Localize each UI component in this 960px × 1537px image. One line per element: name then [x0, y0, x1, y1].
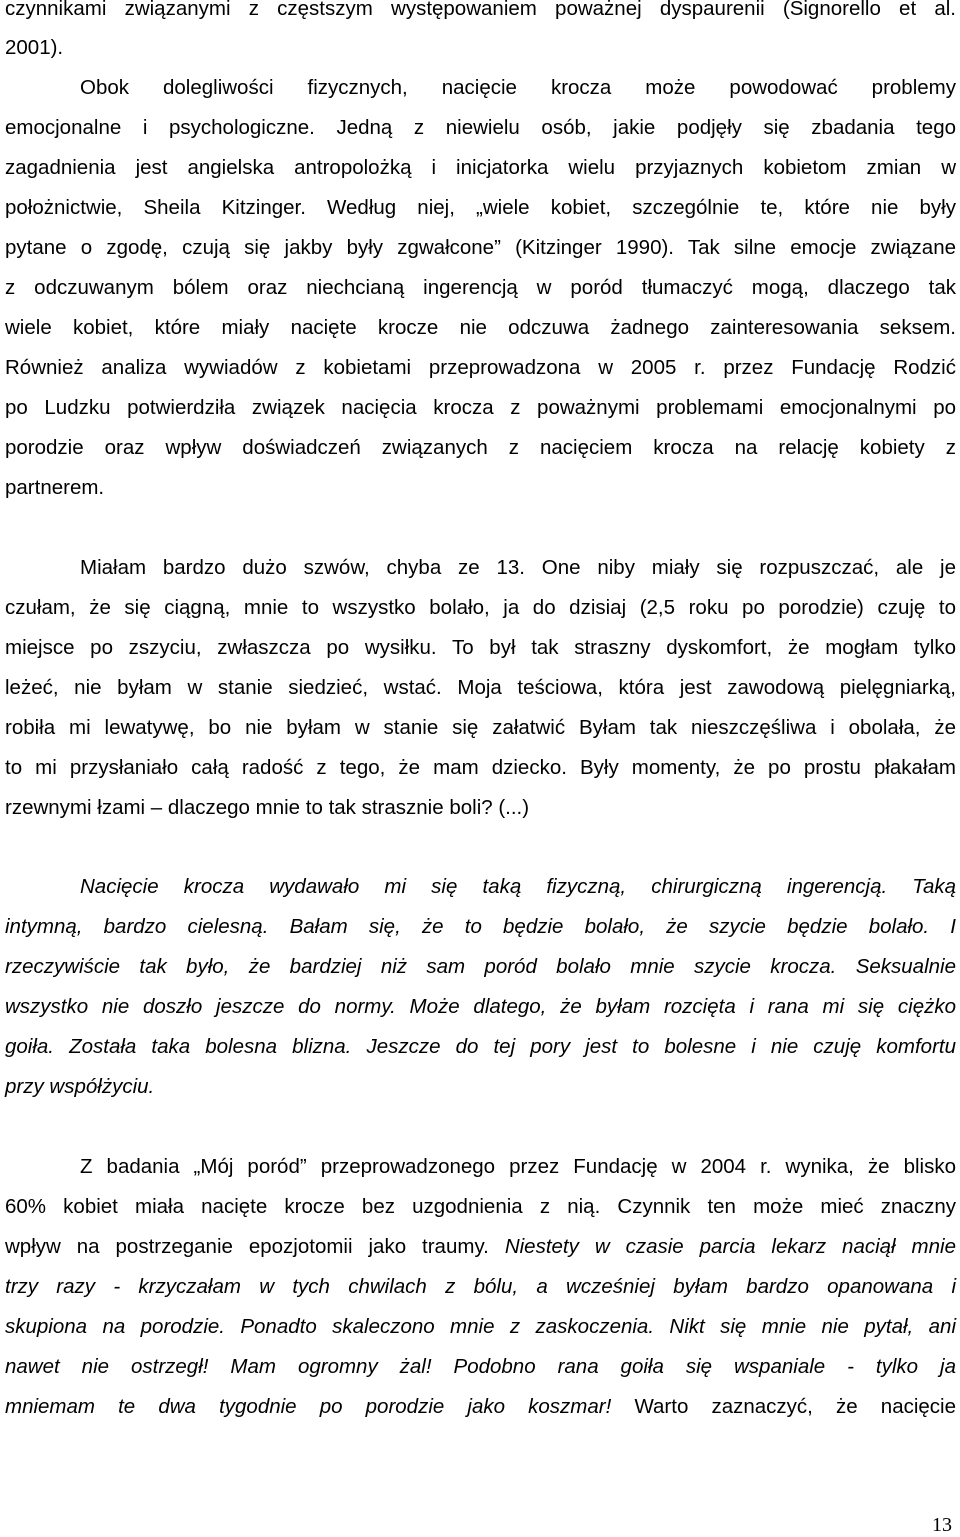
text-line: partnerem. [5, 476, 105, 499]
quote-line: nawet nie ostrzegł! Mam ogromny żal! Podobno rana goiła się wspaniale - tylko ja [5, 1355, 956, 1378]
quote-line: to mi przysłaniało całą radość z tego, że mam dziecko. Były momenty, że po prostu płakałam [5, 756, 956, 779]
text-line: Również analiza wywiadów z kobietami przeprowadzona w 2005 r. przez Fundację Rodzić [5, 356, 956, 379]
quote-line: rzeczywiście tak było, że bardziej niż sam poród bolało mnie szycie krocza. Seksualnie [5, 955, 956, 978]
quote-line: skupiona na porodzie. Ponadto skaleczono mnie z zaskoczenia. Nikt się mnie nie pytał, ani [5, 1315, 956, 1338]
text-line: 2001). [5, 36, 64, 59]
text-line: porodzie oraz wpływ doświadczeń związanych z nacięciem krocza na relację kobiety z [5, 436, 956, 459]
page-number: 13 [932, 1514, 952, 1536]
text-line: 60% kobiet miała nacięte krocze bez uzgodnienia z nią. Czynnik ten może mieć znaczny [5, 1195, 956, 1218]
quote-line: leżeć, nie byłam w stanie siedzieć, wstać. Moja teściowa, która jest zawodową pielęgniarką, [5, 676, 956, 699]
text-line: Z badania „Mój poród” przeprowadzonego przez Fundację w 2004 r. wynika, że blisko [80, 1155, 956, 1178]
text-line: pytane o zgodę, czują się jakby były zgwałcone” (Kitzinger 1990). Tak silne emocje związane [5, 236, 956, 259]
text-line: wpływ na postrzeganie epozjotomii jako traumy. Niestety w czasie parcia lekarz naciął mnie [5, 1235, 956, 1258]
text-line: wiele kobiet, które miały nacięte krocze nie odczuwa żadnego zainteresowania seksem. [5, 316, 956, 339]
text-line: emocjonalne i psychologiczne. Jedną z niewielu osób, jakie podjęły się zbadania tego [5, 116, 956, 139]
quote-line: Nacięcie krocza wydawało mi się taką fizyczną, chirurgiczną ingerencją. Taką [80, 875, 956, 898]
quote-line: miejsce po zszyciu, zwłaszcza po wysiłku. To był tak straszny dyskomfort, że mogłam tylko [5, 636, 956, 659]
text-line: zagadnienia jest angielska antropolożką i inicjatorka wielu przyjaznych kobietom zmian w [5, 156, 956, 179]
quote-line: robiła mi lewatywę, bo nie byłam w stanie się załatwić Byłam tak nieszczęśliwa i obolała, że [5, 716, 956, 739]
quote-line: goiła. Została taka bolesna blizna. Jeszcze do tej pory jest to bolesne i nie czuję komfortu [5, 1035, 956, 1058]
text-line: położnictwie, Sheila Kitzinger. Według niej, „wiele kobiet, szczególnie te, które nie były [5, 196, 956, 219]
text-line: po Ludzku potwierdziła związek nacięcia krocza z poważnymi problemami emocjonalnymi po [5, 396, 956, 419]
quote-line: czułam, że się ciągną, mnie to wszystko bolało, ja do dzisiaj (2,5 roku po porodzie) czuję to [5, 596, 956, 619]
text-line: mniemam te dwa tygodnie po porodzie jako koszmar! Warto zaznaczyć, że nacięcie [5, 1395, 956, 1418]
quote-line: trzy razy - krzyczałam w tych chwilach z bólu, a wcześniej byłam bardzo opanowana i [5, 1275, 956, 1298]
text-line: czynnikami związanymi z częstszym występowaniem poważnej dyspaurenii (Signorello et al. [5, 0, 956, 20]
quote-line: przy współżyciu. [5, 1075, 155, 1098]
text-line: z odczuwanym bólem oraz niechcianą ingerencją w poród tłumaczyć mogą, dlaczego tak [5, 276, 956, 299]
text-line: Obok dolegliwości fizycznych, nacięcie krocza może powodować problemy [80, 76, 956, 99]
quote-line: wszystko nie doszło jeszcze do normy. Może dlatego, że byłam rozcięta i rana mi się ciężko [5, 995, 956, 1018]
quote-line: intymną, bardzo cielesną. Bałam się, że to będzie bolało, że szycie będzie bolało. I [5, 915, 956, 938]
quote-line: Miałam bardzo dużo szwów, chyba ze 13. One niby miały się rozpuszczać, ale je [80, 556, 956, 579]
quote-line: rzewnymi łzami – dlaczego mnie to tak strasznie boli? (...) [5, 796, 530, 819]
